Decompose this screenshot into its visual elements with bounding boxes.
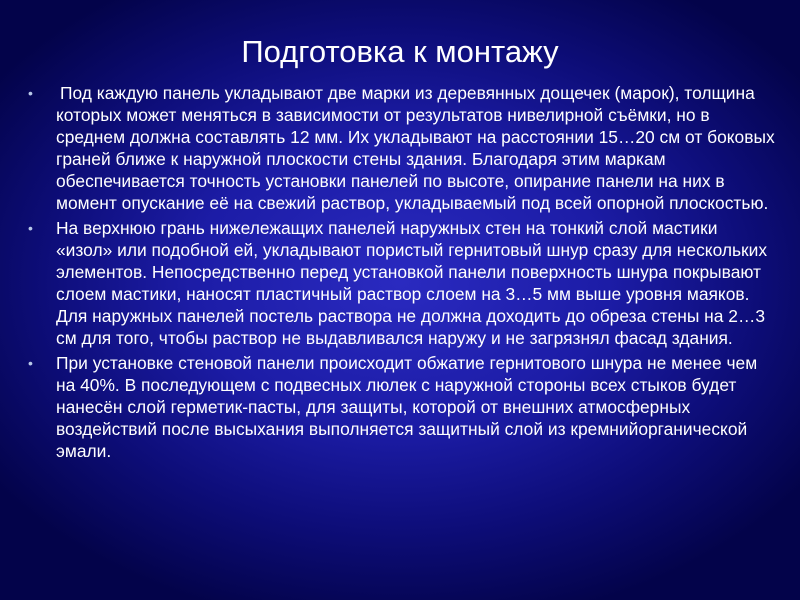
bullet-dot-icon: • — [28, 220, 33, 236]
bullet-dot-icon: • — [28, 355, 33, 371]
bullet-text: Под каждую панель укладывают две марки из деревянных дощечек (марок), толщина которых может меняться в зависимости от результатов нивелирной съёмки, но в среднем должна составлять 12 мм. Их укладывают на расстоянии 15…20 см от боковых граней ближе к наружной плоскости стены здания. Благодаря этим маркам обеспечивается точность установки панелей по высоте, опирание панели на них в момент опускание её на свежий раствор, укладываемый под всей опорной плоскостью. — [56, 83, 775, 213]
slide-title: Подготовка к монтажу — [241, 34, 559, 69]
bullet-list — [26, 82, 776, 465]
bullet-text: При установке стеновой панели происходит обжатие гернитового шнура не менее чем на 40%. В последующем с подвесных люлек с наружной стороны всех стыков будет нанесён слой герметик-пасты, для защиты, которой от внешних атмосферных воздействий после высыхания выполняется защитный слой из кремнийорганической эмали. — [56, 353, 758, 461]
bullet-item — [26, 352, 776, 462]
bullet-item — [26, 217, 776, 349]
bullet-item — [26, 82, 776, 214]
bullet-dot-icon: • — [28, 85, 33, 101]
bullet-text: На верхнюю грань нижележащих панелей наружных стен на тонкий слой мастики «изол» или подобной ей, укладывают пористый гернитовый шнур сразу для нескольких элементов. Непосредственно перед установкой панели поверхность шнура покрывают слоем мастики, наносят пластичный раствор слоем на 3…5 мм выше уровня маяков. Для наружных панелей постель раствора не должна доходить до обреза стены на 2…3 см для того, чтобы раствор не выдавливался наружу и не загрязнял фасад здания. — [56, 218, 768, 348]
